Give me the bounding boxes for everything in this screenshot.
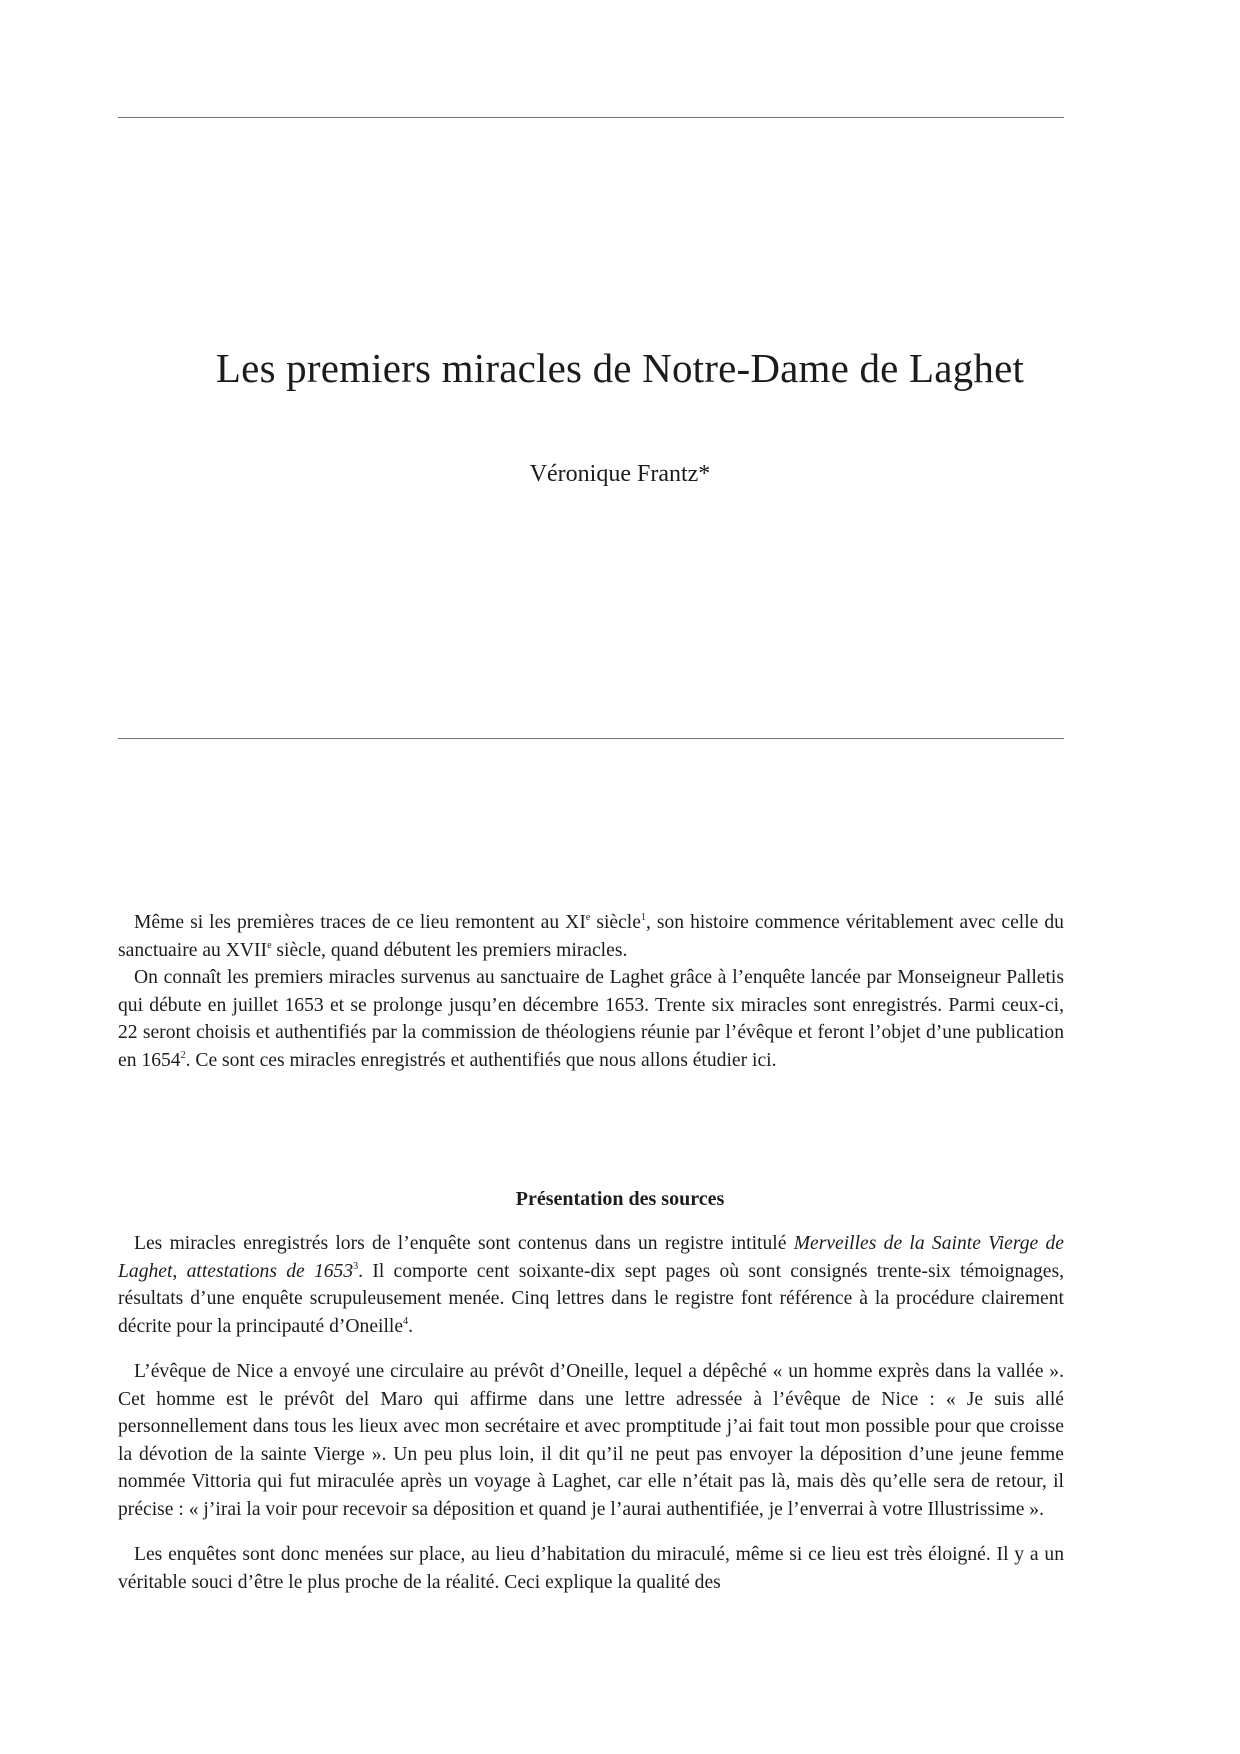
sources-paragraph-3: Les enquêtes sont donc menées sur place, au lieu d’habitation du miraculé, même si ce lieu est très éloigné. Il y a un véritable souci d’être le plus proche de la réalité. Ceci explique la qualité des (118, 1544, 1064, 1593)
bottom-rule (118, 738, 1064, 739)
footnote-ref-4[interactable]: 4 (403, 1315, 409, 1327)
sources-paragraph-2: L’évêque de Nice a envoyé une circulaire au prévôt d’Oneille, lequel a dépêché « un homme exprès dans la vallée ». Cet homme est le prévôt del Maro qui affirme dans une lettre adressée à l’évêque de Nice : « Je suis allé personnellement dans tous les lieux avec mon secrétaire et avec promptitude j’ai fait tout mon possible pour que croisse la dévotion de la sainte Vierge ». Un peu plus loin, il dit qu’il ne peut pas envoyer la déposition d’une jeune femme nommée Vittoria qui fut miraculée après un voyage à Laghet, car elle n’était pas là, mais dès qu’elle sera de retour, il précise : « j’irai la voir pour recevoir sa déposition et quand je l’aurai authentifiée, je l’enverrai à votre Illustrissime ». (118, 1361, 1064, 1520)
section-heading: Présentation des sources (515, 1188, 725, 1210)
text-run: Les miracles enregistrés lors de l’enquête sont contenus dans un registre intitulé (134, 1233, 794, 1254)
intro-paragraph-1 (118, 909, 1064, 964)
superscript: e (585, 912, 591, 923)
text-run: siècle, quand débutent les premiers miracles. (271, 939, 628, 961)
text-run: siècle (590, 912, 641, 933)
text-run: . (408, 1315, 413, 1337)
intro-paragraph-2 (118, 964, 1064, 1074)
text-run: , son histoire commence véritablement avec celle du sanctuaire au XVII (118, 912, 1064, 961)
footnote-ref-1[interactable]: 1 (640, 912, 646, 923)
sources-paragraph-1 (118, 1230, 1064, 1340)
superscript: e (267, 939, 272, 951)
article-author: Véronique Frantz* (529, 461, 711, 487)
text-run: Même si les premières traces de ce lieu remontent au XI (134, 912, 586, 933)
register-title: Merveilles de la Sainte Vierge de Laghet, attestations de 1653 (118, 1233, 1064, 1282)
text-run: . Ce sont ces miracles enregistrés et authentifiés que nous allons étudier ici. (185, 1049, 777, 1071)
article-title: Les premiers miracles de Notre-Dame de Laghet (215, 345, 1025, 391)
footnote-ref-2[interactable]: 2 (180, 1049, 186, 1061)
sources-section (118, 1212, 1064, 1596)
text-run: . Il comporte cent soixante-dix sept pages où sont consignés trente-six témoignages, résultats d’une enquête scrupuleusement menée. Cinq lettres dans le registre font référence à la procédure clairement décrite pour la principauté d’Oneille (118, 1260, 1064, 1337)
top-rule (118, 117, 1064, 118)
intro-section (118, 909, 1064, 1074)
text-run: On connaît les premiers miracles survenus au sanctuaire de Laghet grâce à l’enquête lancée par Monseigneur Palletis qui débute en juillet 1653 et se prolonge jusqu’en décembre 1653. Trente six miracles sont enregistrés. Parmi ceux-ci, 22 seront choisis et authentifiés par la commission de théologiens réunie par l’évêque et feront l’objet d’une publication en 1654 (118, 967, 1064, 1071)
footnote-ref-3[interactable]: 3 (353, 1260, 359, 1272)
